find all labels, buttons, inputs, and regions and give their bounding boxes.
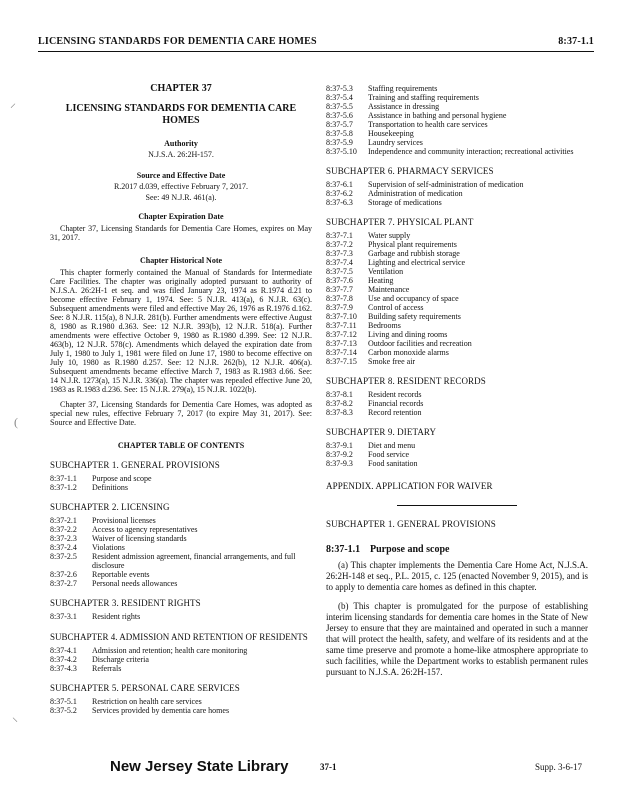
toc-entry-title: Discharge criteria [92, 655, 149, 664]
right-column [326, 84, 588, 686]
toc-entry-title: Definitions [92, 483, 128, 492]
toc-entry-title: Financial records [368, 399, 424, 408]
toc-entry-title: Physical plant requirements [368, 240, 457, 249]
toc-entry [326, 129, 588, 138]
toc-entry [50, 534, 312, 543]
toc-entry-number: 8:37-4.2 [50, 655, 77, 664]
toc-entry-number: 8:37-7.9 [326, 303, 353, 312]
toc-entry-number: 8:37-7.1 [326, 231, 353, 240]
toc-entry-title: Water supply [368, 231, 411, 240]
authority-text: N.J.S.A. 26:2H-157. [148, 150, 214, 159]
toc-entry-title: Outdoor facilities and recreation [368, 339, 472, 348]
toc-entry-number: 8:37-4.3 [50, 664, 77, 673]
toc-entry [50, 655, 312, 664]
page-number: 37-1 [320, 762, 337, 772]
toc-list-9 [326, 441, 588, 468]
toc-entry-number: 8:37-5.7 [326, 120, 353, 129]
toc-entry-title: Independence and community interaction; recreational activities [368, 147, 574, 156]
toc-entry-title: Carbon monoxide alarms [368, 348, 449, 357]
toc-subchapter-8: SUBCHAPTER 8. RESIDENT RECORDS [326, 376, 486, 386]
history-text-1: This chapter formerly contained the Manual of Standards for Intermediate Care Facilities. The chapter was originally adopted pursuant to authority of N.J.S.A. 26:2H-1 et seq. and was filed January 23, 1974 as R.1974 d.21 to become effective February 1, 1974. See: 5 N.J.R. 413(a), 6 N.J.R. 63(c). Subsequent amendments were filed and effective May 26, 1976 as R.1976 d.162. See: 8 N.J.R. 115(a), 8 N.J.R. 281(b). Further amendments were effective August 8, 1980 as R.1980 d.363. See: 12 N.J.R. 393(b), 12 N.J.R. 518(a). Further amendments were effective October 9, 1980 as R.1980 d.399. See: 12 N.J.R. 463(b), 12 N.J.R. 578(c). Amendments which delayed the expiration date from July 1, 1980 to July 1, 1981 were filed on June 17, 1980 to become effective on July 10, 1980 as R.1980 d.257. See: 12 N.J.R. 262(b), 12 N.J.R. 406(a). Subsequent amendments became effective March 7, 1983 as R.1983 d.66. See: 14 N.J.R. 1273(a), 15 N.J.R. 336(a). The chapter was repealed effective June 20, 1983 as R.1983 d.236. See: 15 N.J.R. 279(a), 15 N.J.R. 1022(b). [50, 268, 312, 394]
toc-entry-number: 8:37-3.1 [50, 612, 77, 621]
toc-entry [326, 189, 588, 198]
toc-entry [326, 348, 588, 357]
supplement-date: Supp. 3-6-17 [535, 762, 582, 772]
toc-entry [326, 102, 588, 111]
toc-entry-number: 8:37-7.5 [326, 267, 353, 276]
toc-entry [326, 408, 588, 417]
toc-entry-number: 8:37-6.2 [326, 189, 353, 198]
toc-entry-title: Restriction on health care services [92, 697, 202, 706]
toc-entry-number: 8:37-5.10 [326, 147, 357, 156]
toc-entry [326, 276, 588, 285]
section-title: Purpose and scope [370, 544, 450, 555]
toc-entry [326, 339, 588, 348]
toc-entry-title: Personal needs allowances [92, 579, 178, 588]
toc-entry-number: 8:37-7.12 [326, 330, 357, 339]
toc-entry-title: Violations [92, 543, 125, 552]
toc-entry-title: Use and occupancy of space [368, 294, 459, 303]
toc-entry-title: Resident rights [92, 612, 141, 621]
toc-entry-number: 8:37-7.13 [326, 339, 357, 348]
toc-entry [50, 474, 312, 483]
toc-entry [326, 198, 588, 207]
toc-entry [326, 240, 588, 249]
toc-entry-title: Administration of medication [368, 189, 463, 198]
toc-entry [326, 180, 588, 189]
toc-entry-number: 8:37-7.8 [326, 294, 353, 303]
toc-entry-title: Services provided by dementia care homes [92, 706, 230, 715]
toc-entry [50, 646, 312, 655]
toc-entry-number: 8:37-1.2 [50, 483, 77, 492]
history-text-2: Chapter 37, Licensing Standards for Dementia Care Homes, was adopted as special new rules, effective February 7, 2017 (to expire May 31, 2017). See: Source and Effective Date. [50, 400, 312, 427]
toc-entry-title: Maintenance [368, 285, 410, 294]
toc-subchapter-4: SUBCHAPTER 4. ADMISSION AND RETENTION OF RESIDENTS [50, 632, 308, 642]
toc-entry [326, 441, 588, 450]
toc-entry-title: Living and dining rooms [368, 330, 448, 339]
header-title: LICENSING STANDARDS FOR DEMENTIA CARE HOMES [38, 36, 317, 47]
scan-mark: ⸜ [12, 710, 19, 724]
toc-entry-number: 8:37-2.5 [50, 552, 77, 561]
toc-entry-number: 8:37-4.1 [50, 646, 77, 655]
toc-entry-number: 8:37-7.7 [326, 285, 353, 294]
toc-entry [326, 249, 588, 258]
toc-entry [326, 399, 588, 408]
toc-entry [50, 543, 312, 552]
toc-entry-title: Access to agency representatives [92, 525, 198, 534]
toc-entry-number: 8:37-5.6 [326, 111, 353, 120]
section-heading [326, 545, 588, 554]
section-separator [397, 505, 517, 506]
toc-entry [326, 111, 588, 120]
toc-entry-title: Assistance in dressing [368, 102, 440, 111]
toc-list-5-cont [326, 84, 588, 156]
toc-entry-number: 8:37-5.1 [50, 697, 77, 706]
toc-entry-number: 8:37-5.4 [326, 93, 353, 102]
toc-entry [50, 579, 312, 588]
toc-entry-title: Waiver of licensing standards [92, 534, 187, 543]
toc-entry [326, 330, 588, 339]
toc-entry [50, 570, 312, 579]
toc-entry-title: Ventilation [368, 267, 404, 276]
paragraph-b: (b) This chapter is promulgated for the purpose of establishing interim licensing standards for dementia care homes in the State of New Jersey to ensure that they are maintained and operated in such a manner that will protect the health, safety, and welfare of its residents and at the same time preserve and promote a home-like atmosphere appropriate to such facilities, while the Department works to establish permanent rules pursuant to N.J.S.A. 26:2H-157. [326, 601, 588, 677]
toc-entry [326, 459, 588, 468]
toc-list-4 [50, 646, 312, 673]
toc-entry [50, 697, 312, 706]
toc-list-2 [50, 516, 312, 588]
toc-entry-number: 8:37-5.3 [326, 84, 353, 93]
toc-entry-title: Bedrooms [368, 321, 401, 330]
toc-entry [50, 525, 312, 534]
toc-entry-number: 8:37-9.3 [326, 459, 353, 468]
expiration-text: Chapter 37, Licensing Standards for Dementia Care Homes, expires on May 31, 2017. [50, 224, 312, 242]
toc-list-3 [50, 612, 312, 621]
toc-entry [50, 516, 312, 525]
toc-subchapter-9: SUBCHAPTER 9. DIETARY [326, 427, 437, 437]
toc-subchapter-3: SUBCHAPTER 3. RESIDENT RIGHTS [50, 598, 201, 608]
toc-entry-title: Diet and menu [368, 441, 416, 450]
toc-subchapter-2: SUBCHAPTER 2. LICENSING [50, 502, 170, 512]
history-heading: Chapter Historical Note [139, 256, 223, 265]
toc-entry-title: Smoke free air [368, 357, 416, 366]
toc-entry [50, 664, 312, 673]
toc-subchapter-5: SUBCHAPTER 5. PERSONAL CARE SERVICES [50, 683, 240, 693]
toc-entry-title: Resident admission agreement, financial arrangements, and full disclosure [92, 552, 296, 570]
toc-entry [326, 294, 588, 303]
toc-entry [326, 390, 588, 399]
toc-entry-title: Referrals [92, 664, 122, 673]
running-header [38, 36, 594, 50]
toc-entry-title: Record retention [368, 408, 422, 417]
toc-entry [326, 138, 588, 147]
toc-entry [326, 285, 588, 294]
toc-entry [326, 303, 588, 312]
toc-list-8 [326, 390, 588, 417]
toc-entry-number: 8:37-9.1 [326, 441, 353, 450]
toc-entry-title: Training and staffing requirements [368, 93, 479, 102]
source-line-2: See: 49 N.J.R. 461(a). [145, 193, 217, 202]
toc-entry-number: 8:37-5.9 [326, 138, 353, 147]
scan-mark: ⸝ [10, 96, 17, 110]
toc-entry-number: 8:37-7.15 [326, 357, 357, 366]
toc-entry [50, 552, 312, 570]
toc-entry-title: Reportable events [92, 570, 150, 579]
section-number: 8:37-1.1 [326, 544, 361, 555]
toc-entry-title: Lighting and electrical service [368, 258, 466, 267]
toc-entry [326, 267, 588, 276]
source-heading: Source and Effective Date [136, 171, 226, 180]
toc-entry-title: Housekeeping [368, 129, 414, 138]
toc-entry [326, 120, 588, 129]
toc-list-6 [326, 180, 588, 207]
toc-entry-number: 8:37-2.6 [50, 570, 77, 579]
toc-entry-number: 8:37-7.3 [326, 249, 353, 258]
toc-list-7 [326, 231, 588, 366]
toc-entry-title: Garbage and rubbish storage [368, 249, 460, 258]
toc-entry-number: 8:37-1.1 [50, 474, 77, 483]
toc-entry-title: Supervision of self-administration of medication [368, 180, 524, 189]
toc-list-5 [50, 697, 312, 715]
toc-entry-title: Laundry services [368, 138, 423, 147]
toc-entry-number: 8:37-8.3 [326, 408, 353, 417]
toc-entry-number: 8:37-2.1 [50, 516, 77, 525]
toc-entry-title: Food service [368, 450, 410, 459]
toc-entry-title: Food sanitation [368, 459, 418, 468]
toc-entry [326, 258, 588, 267]
toc-entry-number: 8:37-5.8 [326, 129, 353, 138]
toc-entry [326, 84, 588, 93]
library-watermark: New Jersey State Library [110, 758, 289, 775]
toc-entry-title: Resident records [368, 390, 422, 399]
toc-entry-number: 8:37-2.2 [50, 525, 77, 534]
toc-entry [50, 612, 312, 621]
toc-entry-number: 8:37-6.3 [326, 198, 353, 207]
toc-entry-number: 8:37-5.5 [326, 102, 353, 111]
page-footer [110, 758, 590, 778]
left-column [50, 64, 312, 715]
toc-entry-title: Building safety requirements [368, 312, 461, 321]
body-subchapter-heading: SUBCHAPTER 1. GENERAL PROVISIONS [326, 519, 496, 529]
chapter-title: LICENSING STANDARDS FOR DEMENTIA CARE HOMES [65, 103, 297, 126]
toc-subchapter-1: SUBCHAPTER 1. GENERAL PROVISIONS [50, 460, 220, 470]
toc-entry [326, 312, 588, 321]
toc-entry-number: 8:37-2.7 [50, 579, 77, 588]
toc-subchapter-7: SUBCHAPTER 7. PHYSICAL PLANT [326, 217, 474, 227]
header-rule [38, 51, 594, 52]
expiration-heading: Chapter Expiration Date [138, 212, 224, 221]
scan-mark: ( [14, 415, 18, 429]
toc-entry-number: 8:37-7.4 [326, 258, 353, 267]
toc-entry [50, 483, 312, 492]
toc-entry [50, 706, 312, 715]
toc-entry-title: Transportation to health care services [368, 120, 488, 129]
chapter-number: CHAPTER 37 [150, 83, 212, 94]
header-section: 8:37-1.1 [558, 36, 594, 47]
toc-entry-number: 8:37-7.6 [326, 276, 353, 285]
toc-entry-title: Staffing requirements [368, 84, 438, 93]
toc-entry-number: 8:37-2.4 [50, 543, 77, 552]
toc-entry-number: 8:37-7.14 [326, 348, 357, 357]
toc-entry [326, 357, 588, 366]
toc-entry [326, 147, 588, 156]
toc-entry-number: 8:37-5.2 [50, 706, 77, 715]
toc-entry-title: Assistance in bathing and personal hygiene [368, 111, 507, 120]
paragraph-a: (a) This chapter implements the Dementia Care Home Act, N.J.S.A. 26:2H-148 et seq., P.L. 2015, c. 125 (enacted November 9, 2015), and is to apply to dementia care homes as defined in this chapter. [326, 560, 588, 592]
toc-entry-number: 8:37-7.11 [326, 321, 357, 330]
toc-entry-title: Control of access [368, 303, 424, 312]
toc-list-1 [50, 474, 312, 492]
toc-appendix: APPENDIX. APPLICATION FOR WAIVER [326, 481, 493, 491]
toc-entry-number: 8:37-7.10 [326, 312, 357, 321]
toc-entry-title: Storage of medications [368, 198, 442, 207]
toc-entry-number: 8:37-8.2 [326, 399, 353, 408]
toc-heading: CHAPTER TABLE OF CONTENTS [117, 441, 245, 450]
toc-entry [326, 231, 588, 240]
toc-entry [326, 93, 588, 102]
toc-entry [326, 321, 588, 330]
authority-heading: Authority [164, 139, 198, 148]
toc-entry-title: Purpose and scope [92, 474, 152, 483]
toc-entry-number: 8:37-6.1 [326, 180, 353, 189]
toc-entry-number: 8:37-7.2 [326, 240, 353, 249]
toc-entry-title: Provisional licenses [92, 516, 156, 525]
toc-entry [326, 450, 588, 459]
toc-entry-number: 8:37-9.2 [326, 450, 353, 459]
toc-subchapter-6: SUBCHAPTER 6. PHARMACY SERVICES [326, 166, 494, 176]
toc-entry-title: Heating [368, 276, 394, 285]
toc-entry-title: Admission and retention; health care monitoring [92, 646, 248, 655]
source-line-1: R.2017 d.039, effective February 7, 2017. [113, 182, 249, 191]
toc-entry-number: 8:37-8.1 [326, 390, 353, 399]
toc-entry-number: 8:37-2.3 [50, 534, 77, 543]
